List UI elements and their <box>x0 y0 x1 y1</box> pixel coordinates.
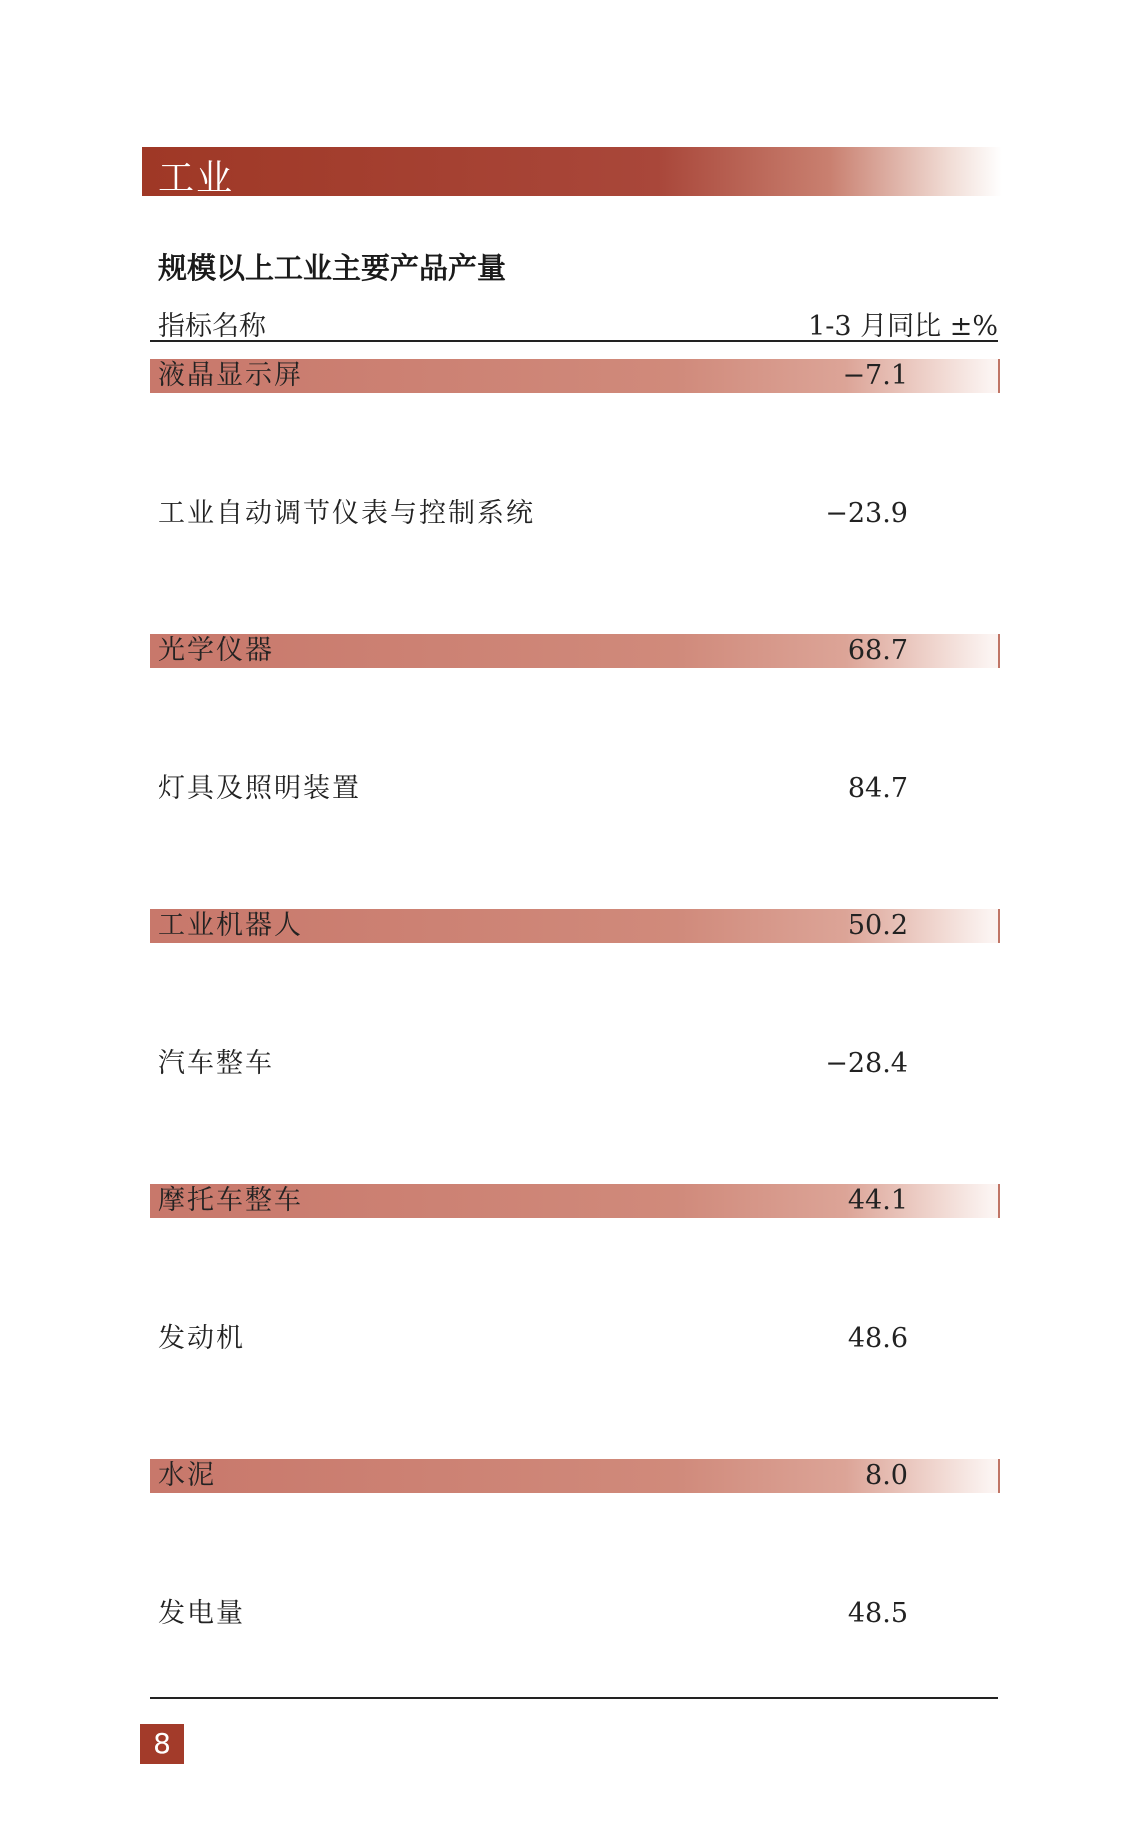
table-row <box>150 357 998 495</box>
section-banner <box>142 147 1002 199</box>
page-number: 8 <box>140 1724 184 1764</box>
table-row <box>150 907 998 1045</box>
table-row <box>150 770 998 908</box>
section-title: 工业 <box>158 158 235 199</box>
row-value: −7.1 <box>842 360 908 391</box>
row-value: 84.7 <box>847 772 908 804</box>
row-name: 发动机 <box>158 1322 245 1354</box>
table-header <box>150 300 998 342</box>
row-name: 工业机器人 <box>158 910 303 941</box>
row-value: 50.2 <box>847 910 908 941</box>
row-name: 光学仪器 <box>158 635 274 666</box>
table-row <box>150 1457 998 1595</box>
row-name: 发电量 <box>158 1597 245 1629</box>
product-output-table <box>150 357 998 1732</box>
table-row <box>150 495 998 633</box>
footer-divider <box>150 1697 998 1699</box>
row-name: 工业自动调节仪表与控制系统 <box>158 497 535 529</box>
table-row <box>150 1320 998 1458</box>
row-value: 68.7 <box>847 635 908 666</box>
header-name-label: 指标名称 <box>158 311 266 342</box>
table-row <box>150 1045 998 1183</box>
table-row <box>150 1182 998 1320</box>
row-value: −28.4 <box>825 1047 908 1079</box>
row-name: 汽车整车 <box>158 1047 274 1079</box>
row-value: 8.0 <box>865 1460 908 1491</box>
row-value: 48.6 <box>847 1322 908 1354</box>
row-name: 液晶显示屏 <box>158 360 303 391</box>
row-value: 48.5 <box>847 1597 908 1629</box>
row-value: −23.9 <box>825 497 908 529</box>
row-name: 摩托车整车 <box>158 1185 303 1216</box>
table-row <box>150 632 998 770</box>
row-name: 灯具及照明装置 <box>158 772 361 804</box>
table-title: 规模以上工业主要产品产量 <box>158 251 507 285</box>
row-name: 水泥 <box>158 1460 216 1491</box>
table-row <box>150 1595 998 1733</box>
header-value-label: 1-3 月同比 ±% <box>808 311 998 342</box>
row-value: 44.1 <box>847 1185 908 1216</box>
